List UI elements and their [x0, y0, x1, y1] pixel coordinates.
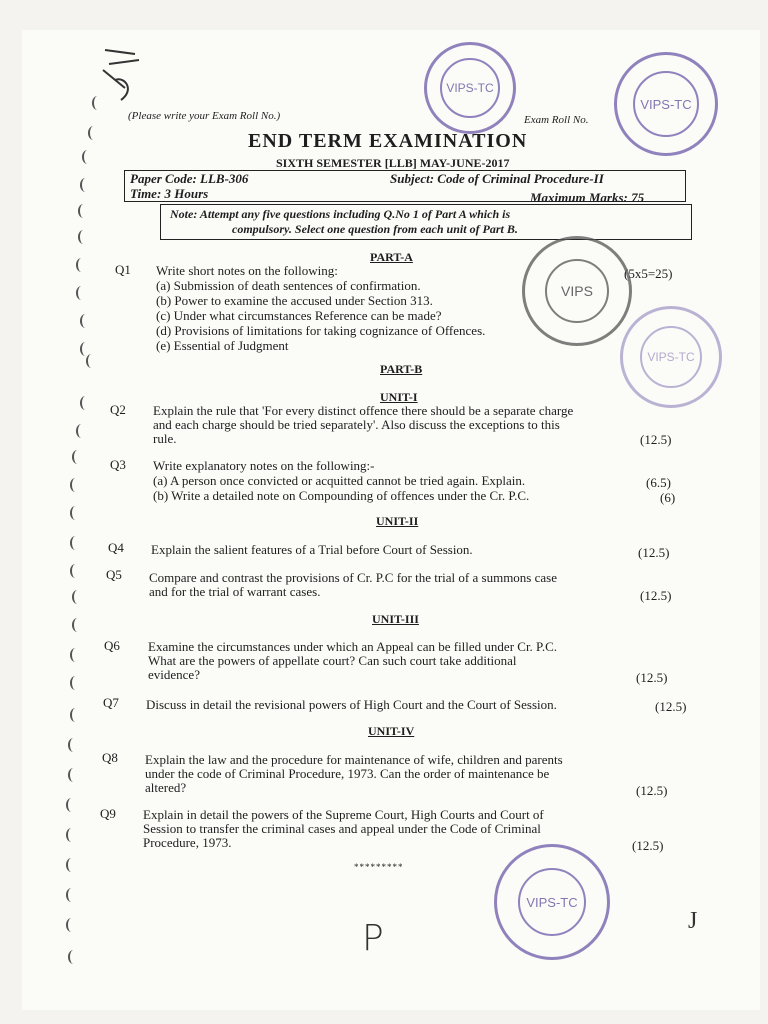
handwritten-p: P	[362, 918, 384, 959]
q1-marks: (5x5=25)	[624, 266, 673, 281]
q8-number: Q8	[102, 750, 118, 765]
q1-number: Q1	[115, 262, 131, 277]
q5-line-2: and for the trial of warrant cases.	[149, 584, 321, 599]
q3-part-a: (a) A person once convicted or acquitted cannot be tried again. Explain.	[153, 473, 526, 488]
q6-marks: (12.5)	[636, 670, 668, 685]
q9-line-3: Procedure, 1973.	[143, 835, 232, 850]
q4-marks: (12.5)	[638, 545, 670, 560]
note-line-2: compulsory. Select one question from each unit of Part B.	[232, 222, 518, 236]
q7-marks: (12.5)	[655, 699, 687, 714]
q5-number: Q5	[106, 567, 122, 582]
q1-item-d: (d) Provisions of limitations for taking cognizance of Offences.	[156, 323, 486, 338]
q6-line-2: What are the powers of appellate court? Can such court take additional	[148, 653, 517, 668]
paper-code: Paper Code: LLB-306	[130, 171, 249, 186]
scribble-mark	[95, 40, 155, 110]
time-allowed: Time: 3 Hours	[130, 186, 209, 201]
q2-line-1: Explain the rule that 'For every distinct offence there should be a separate charge	[153, 403, 574, 418]
q3-part-b: (b) Write a detailed note on Compounding of offences under the Cr. P.C.	[153, 488, 530, 503]
q2-marks: (12.5)	[640, 432, 672, 447]
unit-1-heading: UNIT-I	[380, 390, 418, 404]
unit-4-heading: UNIT-IV	[368, 724, 415, 738]
vips-stamp-center: VIPS	[522, 236, 632, 346]
q3-part-a-marks: (6.5)	[646, 475, 671, 490]
note-line-1: Note: Attempt any five questions including Q.No 1 of Part A which is	[170, 207, 511, 221]
part-b-heading: PART-B	[380, 362, 423, 376]
q9-marks: (12.5)	[632, 838, 664, 853]
q4-text: Explain the salient features of a Trial before Court of Session.	[151, 542, 473, 557]
maximum-marks: Maximum Marks: 75	[530, 190, 645, 205]
q6-number: Q6	[104, 638, 120, 653]
vips-tc-stamp-top-right: VIPS-TC	[614, 52, 718, 156]
q9-line-2: Session to transfer the criminal cases and appeal under the Code of Criminal	[143, 821, 541, 836]
q1-item-e: (e) Essential of Judgment	[156, 338, 289, 353]
handwritten-mark: J	[688, 908, 698, 934]
q2-number: Q2	[110, 402, 126, 417]
q3-part-b-marks: (6)	[660, 490, 676, 505]
q8-line-3: altered?	[145, 780, 187, 795]
q8-line-2: under the code of Criminal Procedure, 1973. Can the order of maintenance be	[145, 766, 550, 781]
unit-2-heading: UNIT-II	[376, 514, 419, 528]
q4-number: Q4	[108, 540, 124, 555]
q8-line-1: Explain the law and the procedure for maintenance of wife, children and parents	[145, 752, 563, 767]
q6-line-1: Examine the circumstances under which an Appeal can be filled under Cr. P.C.	[148, 639, 558, 654]
exam-title: END TERM EXAMINATION	[248, 130, 528, 152]
subject: Subject: Code of Criminal Procedure-II	[390, 171, 604, 186]
end-stars: *********	[354, 862, 404, 872]
q7-number: Q7	[103, 695, 119, 710]
q5-marks: (12.5)	[640, 588, 672, 603]
unit-3-heading: UNIT-III	[372, 612, 419, 626]
q7-text: Discuss in detail the revisional powers of High Court and the Court of Session.	[146, 697, 557, 712]
q6-line-3: evidence?	[148, 667, 200, 682]
roll-number-instruction: (Please write your Exam Roll No.)	[128, 110, 281, 122]
q8-marks: (12.5)	[636, 783, 668, 798]
q2-line-2: and each charge should be tried separately'. Also discuss the exceptions to this	[153, 417, 560, 432]
vips-tc-stamp-faint: VIPS-TC	[620, 306, 722, 408]
q9-number: Q9	[100, 806, 116, 821]
q1-item-c: (c) Under what circumstances Reference can be made?	[156, 308, 442, 323]
q2-line-3: rule.	[153, 431, 177, 446]
q1-item-b: (b) Power to examine the accused under Section 313.	[156, 293, 433, 308]
exam-roll-label: Exam Roll No.	[524, 114, 589, 126]
q1-text: Write short notes on the following:	[156, 263, 338, 278]
q3-number: Q3	[110, 457, 126, 472]
part-a-heading: PART-A	[370, 250, 413, 264]
q9-line-1: Explain in detail the powers of the Supreme Court, High Courts and Court of	[143, 807, 544, 822]
vips-tc-stamp-top: VIPS-TC	[424, 42, 516, 134]
semester-line: SIXTH SEMESTER [LLB] MAY-JUNE-2017	[276, 156, 510, 170]
q5-line-1: Compare and contrast the provisions of Cr. P.C for the trial of a summons case	[149, 570, 557, 585]
vips-tc-stamp-bottom: VIPS-TC	[494, 844, 610, 960]
q1-item-a: (a) Submission of death sentences of confirmation.	[156, 278, 421, 293]
q3-text: Write explanatory notes on the following:-	[153, 458, 375, 473]
